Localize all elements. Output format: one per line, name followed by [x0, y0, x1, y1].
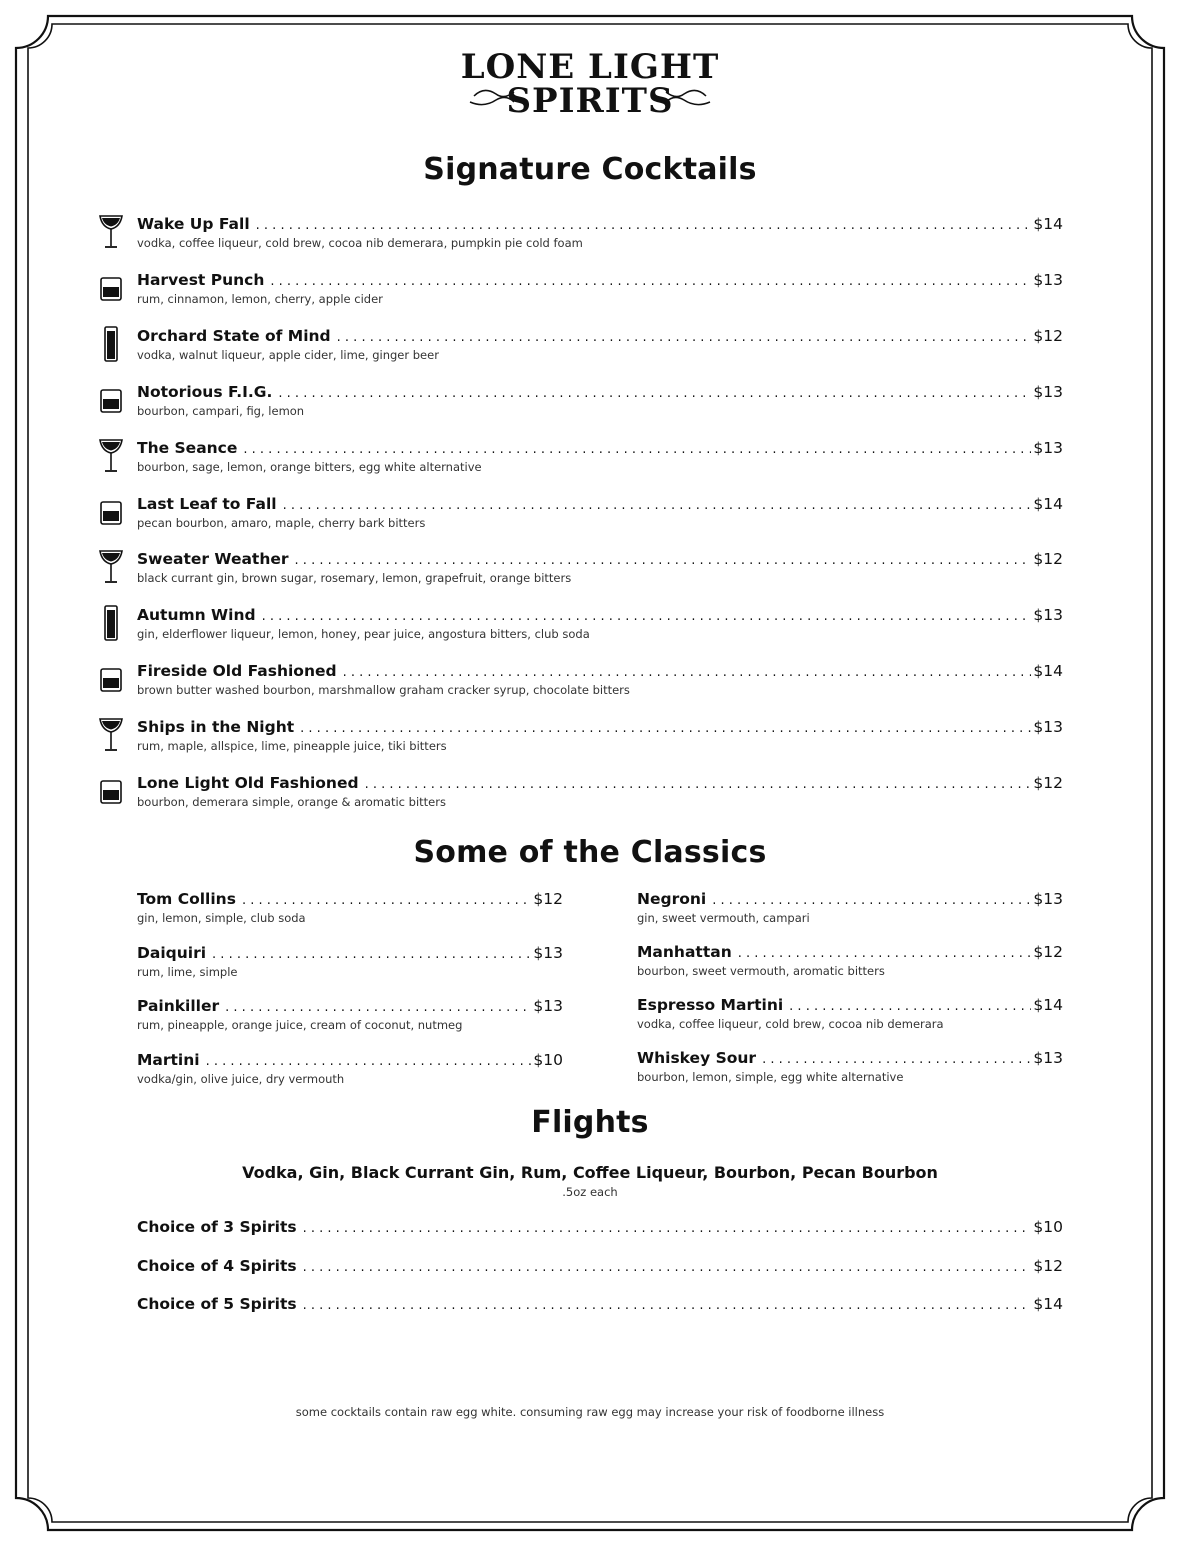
- menu-item-price: $13: [1033, 270, 1063, 289]
- menu-item-description: vodka, walnut liqueur, apple cider, lime, ginger beer: [137, 347, 439, 362]
- menu-item-description: gin, sweet vermouth, campari: [637, 911, 810, 925]
- menu-item-name: Choice of 5 Spirits: [137, 1295, 297, 1313]
- rocks-glass-icon: [98, 772, 124, 810]
- menu-item: [137, 439, 1063, 474]
- menu-item-row: [137, 774, 1063, 792]
- menu-item-row: [137, 439, 1063, 457]
- menu-item-description: bourbon, sage, lemon, orange bitters, egg white alternative: [137, 459, 482, 474]
- menu-item: [637, 943, 1063, 978]
- menu-item-price: $10: [1033, 1218, 1063, 1236]
- dot-leader: [300, 721, 1031, 736]
- menu-item-name: Painkiller: [137, 997, 220, 1016]
- menu-item: [137, 997, 563, 1032]
- menu-item-price: $13: [1033, 382, 1063, 401]
- menu-item: [137, 606, 1063, 641]
- menu-item-price: $14: [1033, 662, 1063, 681]
- menu-item-row: [137, 890, 563, 908]
- dot-leader: [212, 947, 531, 962]
- section-title-classics: Some of the Classics: [413, 835, 767, 870]
- menu-item-name: Martini: [137, 1051, 200, 1070]
- menu-item: [137, 774, 1063, 809]
- menu-item-row: [637, 890, 1063, 908]
- menu-item-price: $12: [1033, 943, 1063, 961]
- section-title-flights: Flights: [531, 1105, 649, 1140]
- dot-leader: [256, 218, 1032, 233]
- dot-leader: [243, 442, 1031, 457]
- menu-item-name: Espresso Martini: [637, 996, 784, 1014]
- dot-leader: [303, 1260, 1032, 1275]
- menu-item: [137, 495, 1063, 530]
- menu-item-description: bourbon, lemon, simple, egg white alternative: [637, 1070, 904, 1084]
- coupe-glass-icon: [98, 213, 124, 251]
- menu-item-row: [137, 327, 1063, 345]
- highball-glass-icon: [98, 325, 124, 363]
- menu-item-row: [137, 550, 1063, 568]
- menu-item: [137, 271, 1063, 306]
- brand-line2: SPIRITS: [506, 81, 674, 121]
- menu-item: [637, 996, 1063, 1031]
- menu-item-price: $13: [1033, 606, 1063, 625]
- menu-item-name: The Seance: [137, 438, 238, 457]
- dot-leader: [365, 777, 1032, 792]
- menu-item: [137, 383, 1063, 418]
- dot-leader: [225, 1000, 531, 1015]
- menu-item-description: bourbon, demerara simple, orange & aromatic bitters: [137, 795, 446, 809]
- menu-item: [137, 662, 1063, 697]
- dot-leader: [295, 553, 1032, 568]
- menu-item-description: bourbon, campari, fig, lemon: [137, 403, 305, 418]
- coupe-glass-icon: [98, 548, 124, 586]
- dot-leader: [270, 274, 1031, 289]
- dot-leader: [242, 893, 531, 908]
- footnote: some cocktails contain raw egg white. consuming raw egg may increase your risk of foodborne illness: [295, 1405, 885, 1419]
- menu-item-price: $12: [533, 890, 563, 908]
- menu-item-description: vodka, coffee liqueur, cold brew, cocoa nib demerara, pumpkin pie cold foam: [137, 236, 583, 250]
- menu-item-name: Harvest Punch: [137, 270, 265, 289]
- menu-item-name: Whiskey Sour: [637, 1049, 757, 1067]
- menu-item: [637, 890, 1063, 925]
- menu-item-row: [637, 1049, 1063, 1067]
- menu-item-name: Autumn Wind: [137, 606, 256, 625]
- menu-item-row: [137, 606, 1063, 624]
- dot-leader: [262, 609, 1032, 624]
- menu-item-name: Notorious F.I.G.: [137, 382, 273, 401]
- menu-item-name: Tom Collins: [137, 890, 236, 908]
- menu-item-row: [137, 662, 1063, 680]
- coupe-glass-icon: [98, 716, 124, 754]
- menu-item: [137, 1257, 1063, 1275]
- menu-item-name: Fireside Old Fashioned: [137, 662, 337, 681]
- menu-item: [137, 890, 563, 925]
- menu-item-price: $13: [1033, 718, 1063, 737]
- menu-item-price: $12: [1033, 326, 1063, 345]
- coupe-glass-icon: [98, 437, 124, 475]
- menu-item: [137, 718, 1063, 753]
- dot-leader: [789, 999, 1031, 1014]
- menu-item-description: brown butter washed bourbon, marshmallow graham cracker syrup, chocolate bitters: [137, 683, 630, 698]
- menu-item-row: [137, 383, 1063, 401]
- menu-item-row: [137, 1257, 1063, 1275]
- rocks-glass-icon: [98, 269, 124, 307]
- menu-item-name: Ships in the Night: [137, 718, 295, 737]
- menu-item-price: $13: [1033, 890, 1063, 908]
- menu-item-price: $10: [533, 1051, 563, 1070]
- dot-leader: [738, 946, 1032, 961]
- dot-leader: [712, 893, 1031, 908]
- menu-item-row: [137, 1295, 1063, 1313]
- dot-leader: [278, 386, 1031, 401]
- menu-item-row: [137, 495, 1063, 513]
- dot-leader: [283, 498, 1032, 513]
- menu-item: [137, 215, 1063, 250]
- menu-item-row: [137, 271, 1063, 289]
- menu-item-row: [137, 215, 1063, 233]
- menu-item-name: Choice of 3 Spirits: [137, 1218, 297, 1236]
- menu-item: [137, 327, 1063, 362]
- menu-item: [637, 1049, 1063, 1084]
- menu-item-name: Choice of 4 Spirits: [137, 1256, 297, 1275]
- menu-item-name: Orchard State of Mind: [137, 326, 331, 345]
- menu-item-row: [137, 1218, 1063, 1236]
- menu-item-description: pecan bourbon, amaro, maple, cherry bark bitters: [137, 515, 426, 530]
- menu-item-row: [637, 943, 1063, 961]
- dot-leader: [343, 665, 1032, 680]
- dot-leader: [337, 330, 1032, 345]
- dot-leader: [303, 1298, 1032, 1313]
- menu-item-name: Last Leaf to Fall: [137, 494, 277, 513]
- brand-logo: [460, 44, 720, 124]
- brand-line1: LONE LIGHT: [460, 47, 720, 87]
- menu-item-description: rum, lime, simple: [137, 964, 238, 979]
- menu-item-description: rum, pineapple, orange juice, cream of coconut, nutmeg: [137, 1018, 463, 1033]
- menu-item: [137, 550, 1063, 585]
- rocks-glass-icon: [98, 381, 124, 419]
- dot-leader: [303, 1221, 1032, 1236]
- menu-item-price: $12: [1033, 550, 1063, 569]
- menu-item-row: [137, 944, 563, 962]
- menu-item-description: rum, maple, allspice, lime, pineapple juice, tiki bitters: [137, 739, 447, 754]
- menu-item: [137, 1295, 1063, 1313]
- menu-item: [137, 1051, 563, 1086]
- menu-item-price: $13: [533, 943, 563, 962]
- menu-item-description: gin, lemon, simple, club soda: [137, 911, 306, 925]
- menu-item-price: $14: [1033, 494, 1063, 513]
- menu-item-description: gin, elderflower liqueur, lemon, honey, pear juice, angostura bitters, club soda: [137, 627, 590, 642]
- menu-item-price: $12: [1033, 1256, 1063, 1275]
- flight-spirits: Vodka, Gin, Black Currant Gin, Rum, Coffee Liqueur, Bourbon, Pecan Bourbon: [242, 1163, 938, 1182]
- menu-item-name: Wake Up Fall: [137, 215, 250, 233]
- menu-item-row: [137, 997, 563, 1015]
- rocks-glass-icon: [98, 493, 124, 531]
- menu-item-name: Negroni: [637, 890, 707, 908]
- menu-item-description: vodka, coffee liqueur, cold brew, cocoa nib demerara: [637, 1017, 944, 1031]
- menu-item-price: $13: [533, 997, 563, 1016]
- menu-item-name: Daiquiri: [137, 943, 207, 962]
- menu-item-row: [137, 718, 1063, 736]
- menu-item: [137, 944, 563, 979]
- menu-item-price: $14: [1033, 996, 1063, 1014]
- menu-item-price: $13: [1033, 1049, 1063, 1067]
- menu-item-price: $13: [1033, 438, 1063, 457]
- menu-item-price: $12: [1033, 774, 1063, 792]
- menu-item-row: [637, 996, 1063, 1014]
- menu-item-name: Sweater Weather: [137, 550, 289, 569]
- menu-item-name: Manhattan: [637, 943, 732, 961]
- menu-item-price: $14: [1033, 1295, 1063, 1313]
- rocks-glass-icon: [98, 660, 124, 698]
- menu-item-description: bourbon, sweet vermouth, aromatic bitters: [637, 964, 885, 978]
- menu-item-name: Lone Light Old Fashioned: [137, 774, 359, 792]
- menu-item-row: [137, 1051, 563, 1069]
- menu-item-description: black currant gin, brown sugar, rosemary, lemon, grapefruit, orange bitters: [137, 571, 572, 586]
- dot-leader: [206, 1054, 532, 1069]
- flight-size-note: .5oz each: [562, 1185, 618, 1199]
- menu-item: [137, 1218, 1063, 1236]
- highball-glass-icon: [98, 604, 124, 642]
- dot-leader: [762, 1052, 1031, 1067]
- section-title-signature: Signature Cocktails: [423, 152, 757, 187]
- menu-item-description: rum, cinnamon, lemon, cherry, apple cider: [137, 291, 383, 306]
- menu-item-price: $14: [1033, 215, 1063, 233]
- menu-item-description: vodka/gin, olive juice, dry vermouth: [137, 1072, 345, 1087]
